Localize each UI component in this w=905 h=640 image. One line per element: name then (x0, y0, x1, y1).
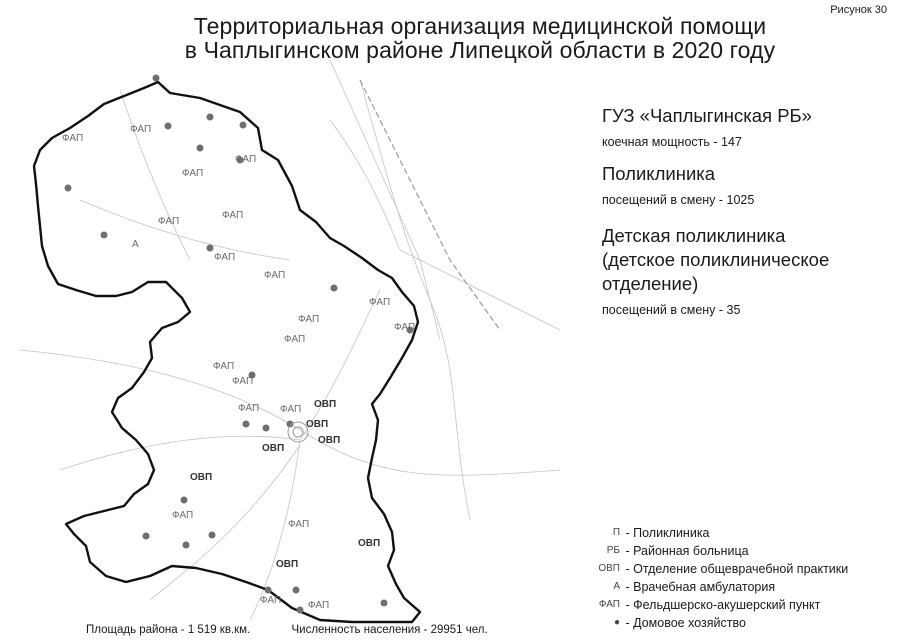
fap-label: ФАП (264, 270, 286, 281)
ovp-label: ОВП (276, 559, 299, 570)
legend-item: П - Поликлиника (570, 524, 848, 542)
fap-label: ФАП (308, 600, 330, 611)
district-map (0, 55, 600, 625)
fap-label: ФАП (284, 334, 306, 345)
fap-label: ФАП (260, 595, 282, 606)
fap-label: ФАП (280, 404, 302, 415)
ovp-label: ОВП (306, 419, 329, 430)
fap-label: ФАП (182, 168, 204, 179)
map-footer (86, 624, 526, 636)
legend-item: РБ - Районная больница (570, 542, 848, 560)
ambulatory-symbol-icon: А (613, 581, 620, 592)
hospital-name: ГУЗ «Чаплыгинская РБ» (602, 105, 812, 126)
polyclinic-info (602, 162, 897, 208)
hospital-info (602, 104, 897, 150)
legend-item: А - Врачебная амбулатория (570, 578, 848, 596)
children-name-1: Детская поликлиника (602, 225, 786, 246)
children-visits: посещений в смену - 35 (602, 303, 741, 317)
district-population: Численность населения - 29951 чел. (291, 624, 488, 636)
ambulatory-label: А (132, 239, 139, 250)
fap-label: ФАП (235, 154, 257, 165)
ovp-label: ОВП (314, 399, 337, 410)
ovp-label: ОВП (318, 435, 341, 446)
fap-label: ФАП (288, 519, 310, 530)
children-name-2: (детское поликлиническое (602, 249, 830, 270)
polyclinic-visits: посещений в смену - 1025 (602, 193, 755, 207)
children-polyclinic-info (602, 224, 897, 318)
district-area: Площадь района - 1 519 кв.км. (86, 624, 251, 636)
fap-symbol-icon: ФАП (598, 599, 620, 610)
fap-label: ФАП (172, 510, 194, 521)
hospital-beds: коечная мощность - 147 (602, 135, 742, 149)
fap-label: ФАП (62, 133, 84, 144)
fap-label: ФАП (232, 376, 254, 387)
legend-item: ● - Домовое хозяйство (570, 614, 848, 632)
polyclinic-name: Поликлиника (602, 163, 716, 184)
ovp-label: ОВП (358, 538, 381, 549)
household-symbol-icon: ● (613, 617, 620, 628)
ovp-label: ОВП (190, 472, 213, 483)
fap-label: ФАП (238, 403, 260, 414)
fap-label: ФАП (214, 252, 236, 263)
ovp-labels (190, 399, 380, 570)
fap-label: ФАП (213, 361, 235, 372)
hospital-symbol-icon: РБ (606, 545, 620, 556)
ovp-symbol-icon: ОВП (598, 563, 620, 574)
legend-item: ОВП - Отделение общеврачебной практики (570, 560, 848, 578)
fap-label: ФАП (394, 322, 416, 333)
legend-item: ФАП - Фельдшерско-акушерский пункт (570, 596, 848, 614)
title-line-1: Территориальная организация медицинской помощи (193, 13, 767, 39)
ovp-label: ОВП (262, 443, 285, 454)
figure-label: Рисунок 30 (830, 4, 887, 16)
fap-label: ФАП (158, 216, 180, 227)
fap-label: ФАП (369, 297, 391, 308)
polyclinic-symbol-icon: П (612, 527, 620, 538)
title-line-2: в Чаплыгинском районе Липецкой области в 2020 году (184, 37, 776, 63)
fap-label: ФАП (222, 210, 244, 221)
map-legend (570, 524, 848, 632)
fap-label: ФАП (298, 314, 320, 325)
children-name-3: отделение) (602, 273, 699, 294)
fap-label: ФАП (130, 124, 152, 135)
